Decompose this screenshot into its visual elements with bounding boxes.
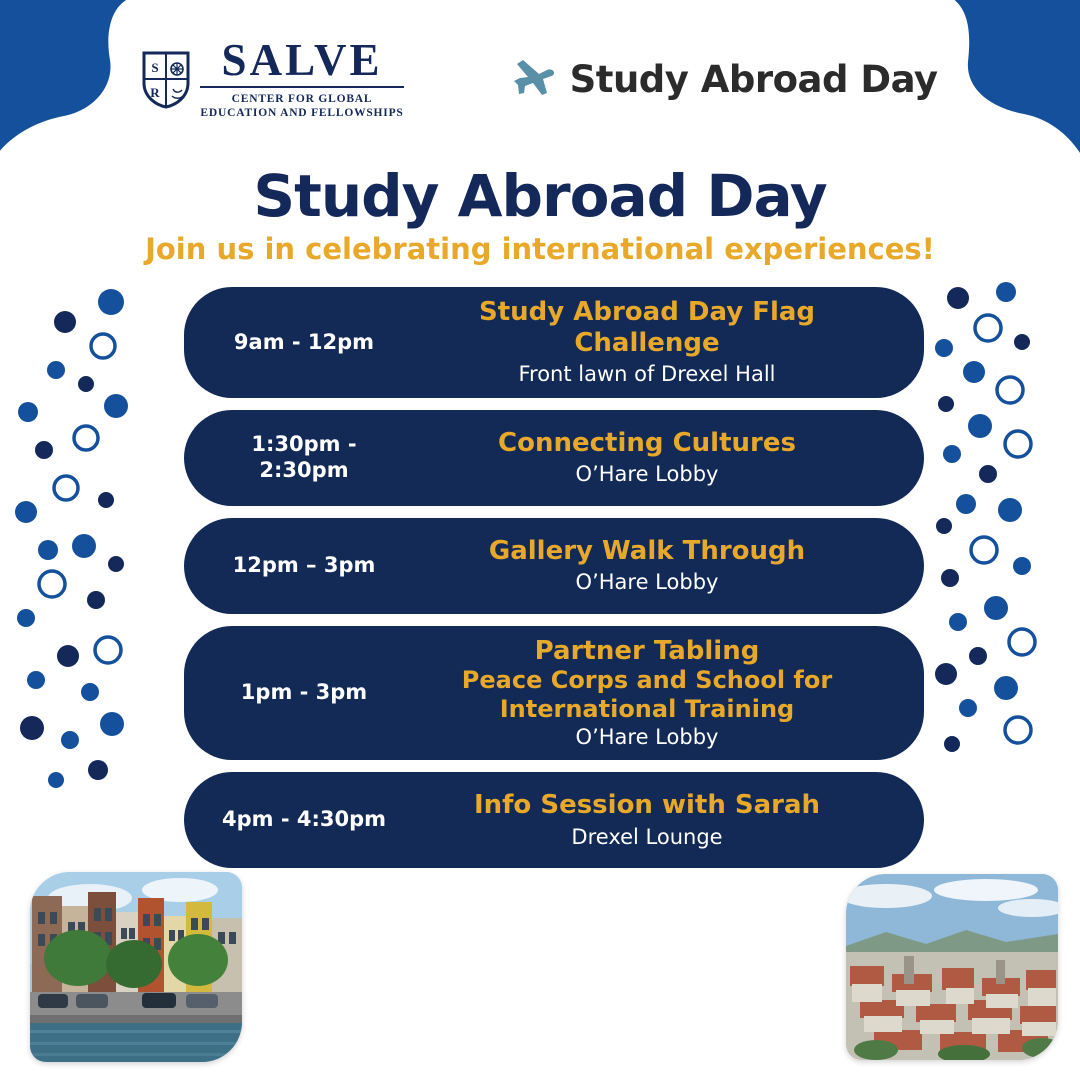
shield-icon — [142, 49, 190, 109]
event-time: 12pm – 3pm — [232, 552, 376, 577]
logo-divider — [200, 86, 403, 88]
event-details — [402, 428, 898, 488]
schedule-row[interactable] — [184, 626, 924, 760]
event-time: 9am - 12pm — [233, 329, 375, 354]
event-title: Study Abroad Day Flag Challenge — [478, 297, 816, 358]
svg-text:R: R — [150, 85, 161, 100]
schedule-list — [184, 287, 924, 868]
salve-logo — [142, 34, 404, 121]
header-brand-right — [514, 57, 938, 102]
event-time: 4pm - 4:30pm — [221, 807, 386, 832]
dot-decoration-left — [8, 288, 158, 818]
page-subtitle: Join us in celebrating international experiences! — [145, 232, 935, 266]
schedule-row[interactable] — [184, 287, 924, 398]
header-title: Study Abroad Day — [569, 57, 938, 101]
airplane-icon — [514, 57, 556, 102]
logo-wordmark: SALVE — [221, 34, 383, 85]
schedule-row[interactable] — [184, 518, 924, 614]
canal-houses-photo — [30, 872, 242, 1062]
schedule-row[interactable] — [184, 410, 924, 506]
city-skyline-photo — [846, 874, 1058, 1060]
event-details — [402, 297, 898, 388]
event-location: O’Hare Lobby — [575, 462, 719, 487]
event-title: Gallery Walk Through — [488, 535, 806, 566]
event-title: Connecting Cultures — [498, 427, 796, 458]
event-subtitle: Peace Corps and School for International Training — [461, 666, 833, 723]
dot-decoration-right — [922, 278, 1072, 778]
poster-header — [0, 34, 1080, 124]
event-location: Front lawn of Drexel Hall — [518, 362, 776, 387]
event-details — [402, 790, 898, 850]
event-title: Partner Tabling — [534, 635, 760, 666]
event-details — [402, 636, 898, 750]
event-location: O’Hare Lobby — [575, 724, 719, 749]
logo-subtitle-line-2: EDUCATION AND FELLOWSHIPS — [200, 107, 404, 119]
event-time: 1pm - 3pm — [240, 680, 368, 705]
event-details — [402, 536, 898, 596]
page-title: Study Abroad Day — [253, 162, 827, 230]
event-location: O’Hare Lobby — [575, 570, 719, 595]
event-location: Drexel Lounge — [571, 824, 723, 849]
event-title: Info Session with Sarah — [473, 790, 821, 821]
schedule-row[interactable] — [184, 772, 924, 868]
logo-subtitle-line-1: CENTER FOR GLOBAL — [231, 92, 373, 105]
svg-text:S: S — [151, 60, 160, 75]
event-time: 1:30pm - 2:30pm — [251, 432, 357, 482]
